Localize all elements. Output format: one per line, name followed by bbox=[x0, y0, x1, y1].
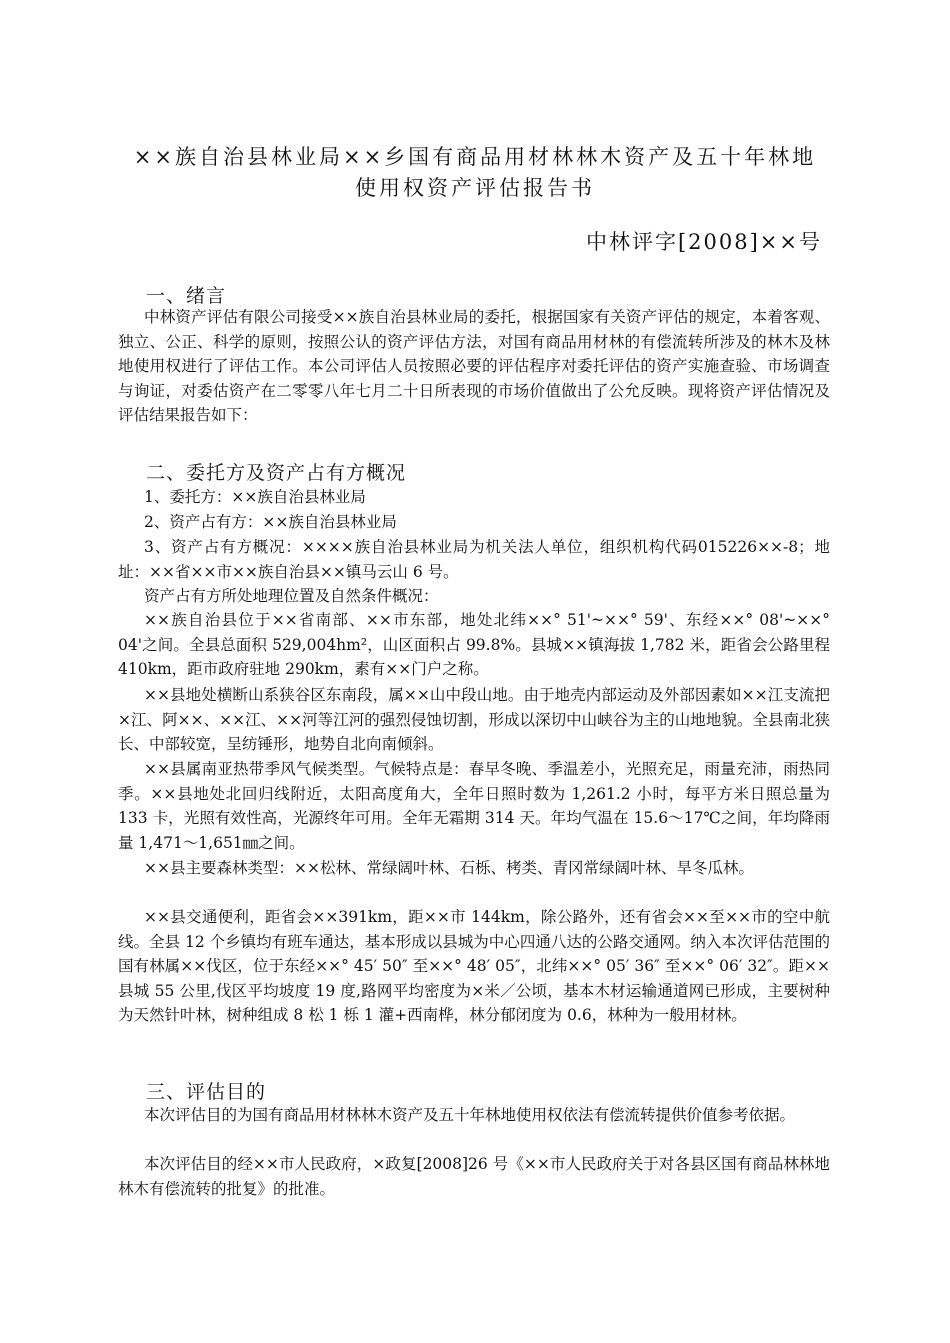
forest-types-paragraph: ××县主要森林类型：××松林、常绿阔叶林、石栎、栲类、青冈常绿阔叶林、旱冬瓜林。 bbox=[144, 859, 754, 877]
section-3-paragraph-1: 本次评估目的为国有商品用材林林木资产及五十年林地使用权依法有偿流转提供价值参考依据。 bbox=[144, 1106, 796, 1124]
report-title-line-2: 使用权资产评估报告书 bbox=[355, 176, 595, 200]
geo-paragraph-2: ××县地处横断山系狭谷区东南段，属××山中段山地。由于地壳内部运动及外部因素如××江支流把×江、阿××、××江、××河等江河的强烈侵蚀切割，形成以深切中山峡谷为主的山地地貌。全县南北狭长、中部较宽，呈纺锤形，地势自北向南倾斜。 bbox=[118, 686, 830, 754]
traffic-paragraph: ××县交通便利，距省会××391km，距××市 144km，除公路外，还有省会××至××市的空中航线。全县 12 个乡镇均有班车通达，基本形成以县城为中心四通八达的公路交通网。纳入本次评估范围的国有林属××伐区，位于东经××° 45′ 50″ 至××° 48′ 05″，北纬××° 05′ 36″ 至××° 06′ 32″。距××县城 55 公里,伐区平均坡度 19 度,路网平均密度为×米／公顷，基本木材运输通道网已形成，主要树种为天然针叶林，树种组成 8 松 1 栎 1 灌+西南桦，林分郁闭度为 0.6，林种为一般用材林。 bbox=[118, 908, 830, 1025]
section-1-heading: 一、绪言 bbox=[146, 285, 227, 307]
client-item: 1、委托方：××族自治县林业局 bbox=[144, 488, 366, 506]
geo-paragraph-1: ××族自治县位于××省南部、××市东部，地处北纬××° 51'~××° 59'、东经××° 08'~××° 04'之间。全县总面积 529,004hm²，山区面积占 99.8%。县城××镇海拔 1,782 米，距省会公路里程 410km，距市政府驻地 290km，素有××门户之称。 bbox=[118, 611, 830, 679]
section-3-paragraph-2: 本次评估目的经××市人民政府，×政复[2008]26 号《××市人民政府关于对各县区国有商品林林地林木有偿流转的批复》的批准。 bbox=[118, 1155, 830, 1198]
section-2-heading: 二、委托方及资产占有方概况 bbox=[146, 462, 407, 484]
report-title-line-1: ××族自治县林业局××乡国有商品用材林林木资产及五十年林地 bbox=[133, 145, 817, 169]
asset-owner-overview: 3、资产占有方概况：××××族自治县林业局为机关法人单位，组织机构代码015226××-8；地址：××省××市××族自治县××镇马云山 6 号。 bbox=[118, 538, 830, 581]
document-number: 中林评字[2008]××号 bbox=[585, 230, 822, 254]
climate-paragraph: ××县属南亚热带季风气候类型。气候特点是：春早冬晚、季温差小，光照充足，雨量充沛，雨热同季。××县地处北回归线附近，太阳高度角大，全年日照时数为 1,261.2 小时，每平方米日照总量为 133 卡，光照有效性高，光源终年可用。全年无霜期 314 天。年均气温在 15.6～17℃之间，年均降雨量 1,471～1,651㎜之间。 bbox=[118, 760, 830, 852]
geo-subheading: 资产占有方所处地理位置及自然条件概况： bbox=[144, 587, 439, 605]
section-1-paragraph: 中林资产评估有限公司接受××族自治县林业局的委托，根据国家有关资产评估的规定，本着客观、独立、公正、科学的原则，按照公认的资产评估方法，对国有商品用材林的有偿流转所涉及的林木及林地使用权进行了评估工作。本公司评估人员按照必要的评估程序对委托评估的资产实施查验、市场调查与询证，对委估资产在二零零八年七月二十日所表现的市场价值做出了公允反映。现将资产评估情况及评估结果报告如下： bbox=[118, 308, 830, 425]
asset-owner-item: 2、资产占有方：××族自治县林业局 bbox=[144, 513, 397, 531]
section-3-heading: 三、评估目的 bbox=[146, 1081, 267, 1103]
